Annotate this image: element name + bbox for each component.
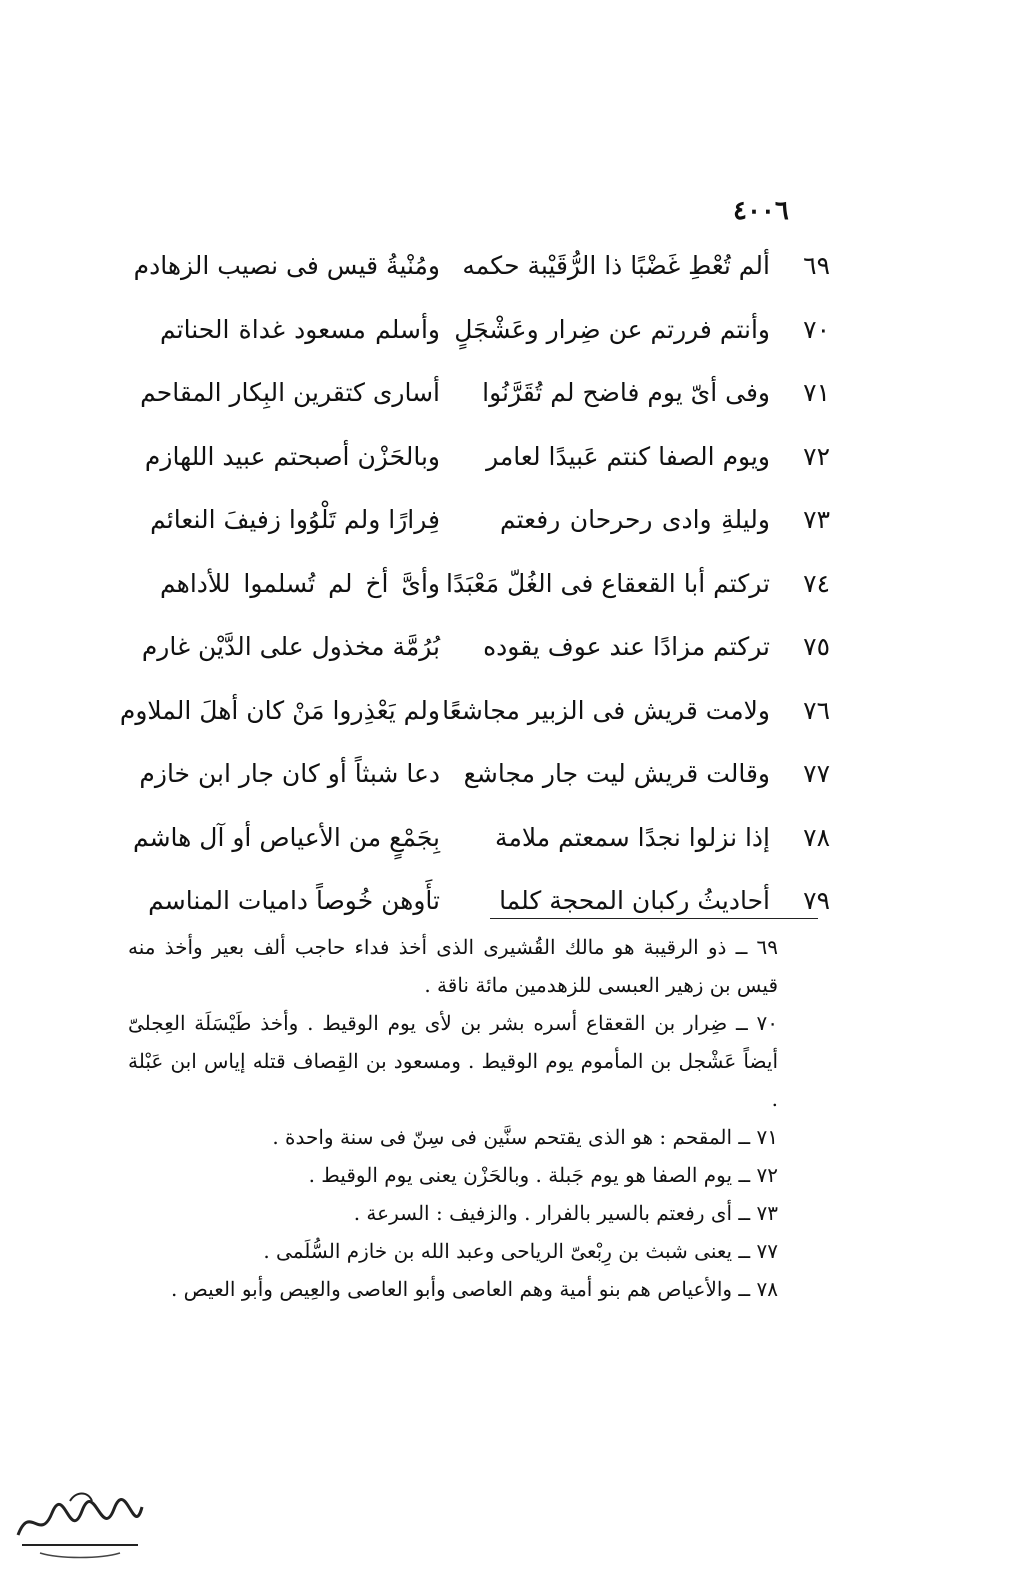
footnote: ٧٧ ــ يعنى شبث بن رِبْعىّ الرياحى وعبد الله بن خازم السُّلَمى .: [263, 1239, 778, 1263]
verse-number: ٧١: [803, 378, 830, 407]
verse-second-hemistich: ولم يَعْذِروا مَنْ كان أهلَ الملاوم: [119, 695, 440, 725]
page-number: ٤٠٠٦: [733, 196, 789, 226]
verse-second-hemistich: بُرُمَّة مخذول على الدَّيْن غارم: [141, 632, 440, 661]
verse-number: ٧٠: [803, 314, 830, 344]
verse-first-hemistich: وليلةِ وادى رحرحان رفعتم: [500, 505, 770, 534]
verse-number: ٧٤: [803, 568, 830, 598]
verse-row: [150, 494, 830, 558]
verse-number: ٧٥: [803, 632, 830, 661]
footnote: ٧٢ ــ يوم الصفا هو يوم جَبلة . وبالحَزْن يعنى يوم الوقيط .: [308, 1163, 778, 1187]
verse-row: [132, 812, 830, 876]
verse-row: [160, 558, 830, 622]
verse-row: [160, 304, 830, 368]
publisher-stamp-logo: [10, 1483, 150, 1563]
verse-number: ٦٩: [803, 251, 830, 280]
verse-second-hemistich: بِجَمْعٍ من الأعياص أو آل هاشم: [132, 822, 440, 852]
footnote: ٧٠ ــ ضِرار بن القعقاع أسره بشر بن لأى يوم الوقيط . وأخذ طَيْسَلَة العِجلىّ أيضاً عَشْجل بن المأموم يوم الوقيط . ومسعود بن القِصاف قتله إياس ابن عَبْلة .: [128, 1011, 778, 1111]
verse-number: ٧٢: [803, 441, 830, 471]
verse-second-hemistich: أسارى كتقرين البِكار المقاحم: [140, 378, 440, 407]
verse-row: [139, 748, 830, 812]
verse-row: [119, 685, 830, 749]
verse-first-hemistich: ويوم الصفا كنتم عَبيدًا لعامر: [486, 441, 770, 471]
verse-first-hemistich: أحاديثُ ركبان المحجة كلما: [499, 886, 770, 915]
verse-first-hemistich: ألم تُعْطِ غَضْبًا ذا الرُّقَيْبة حكمه: [462, 251, 770, 280]
verse-row: [140, 367, 830, 431]
verse-first-hemistich: تركتم أبا القعقاع فى الغُلّ مَعْبَدًا: [446, 568, 770, 598]
verse-first-hemistich: وأنتم فررتم عن ضِرار وعَشْجَلٍ: [454, 314, 770, 344]
verse-row: [144, 431, 830, 495]
footnotes: [128, 928, 818, 1308]
footnote: ٧٨ ــ والأعياص هم بنو أمية وهم العاصى وأبو العاصى والعِيص وأبو العيص .: [170, 1277, 778, 1301]
verse-second-hemistich: وأسلم مسعود غداة الحناتم: [160, 314, 440, 344]
stamp-calligraphy-icon: [10, 1483, 150, 1563]
footnote: ٦٩ ــ ذو الرقيبة هو مالك القُشيرى الذى أخذ فداء حاجب ألف بعير وأخذ منه قيس بن زهير العبسى للزهدمين مائة ناقة .: [128, 935, 778, 997]
footnote: ٧١ ــ المقحم : هو الذى يقتحم سنَّين فى سِنّ فى سنة واحدة .: [272, 1125, 778, 1149]
footnote-divider: [490, 918, 818, 919]
verse-second-hemistich: ومُنْيةُ قيس فى نصيب الزهادم: [133, 251, 440, 280]
verse-number: ٧٧: [803, 759, 830, 788]
verse-number: ٧٣: [803, 505, 830, 534]
verse-second-hemistich: تأَوهن خُوصاً داميات المناسم: [148, 886, 440, 915]
verse-second-hemistich: وبالحَزْن أصبحتم عبيد اللهازم: [144, 441, 440, 471]
verse-first-hemistich: وقالت قريش ليت جار مجاشع: [463, 759, 770, 788]
verse-number: ٧٨: [803, 822, 830, 852]
verse-second-hemistich: فِرارًا ولم تَلْوُوا زفيفَ النعائم: [150, 505, 440, 534]
verse-second-hemistich: وأىَّ أخ لم تُسلموا للأداهم: [160, 568, 440, 598]
verse-number: ٧٦: [803, 695, 830, 725]
verse-first-hemistich: إذا نزلوا نجدًا سمعتم ملامة: [495, 822, 770, 852]
verse-row: [141, 621, 830, 685]
verse-second-hemistich: دعا شبثاً أو كان جار ابن خازم: [139, 759, 440, 788]
verse-row: [133, 240, 830, 304]
verse-first-hemistich: وفى أىّ يوم فاضح لم تُقَرَّنُوا: [482, 378, 770, 407]
verse-number: ٧٩: [803, 886, 830, 915]
verse-first-hemistich: ولامت قريش فى الزبير مجاشعًا: [442, 695, 770, 725]
verse-list: [119, 240, 830, 939]
verse-first-hemistich: تركتم مزادًا عند عوف يقوده: [483, 632, 770, 661]
footnote: ٧٣ ــ أى رفعتم بالسير بالفرار . والزفيف : السرعة .: [353, 1201, 778, 1225]
